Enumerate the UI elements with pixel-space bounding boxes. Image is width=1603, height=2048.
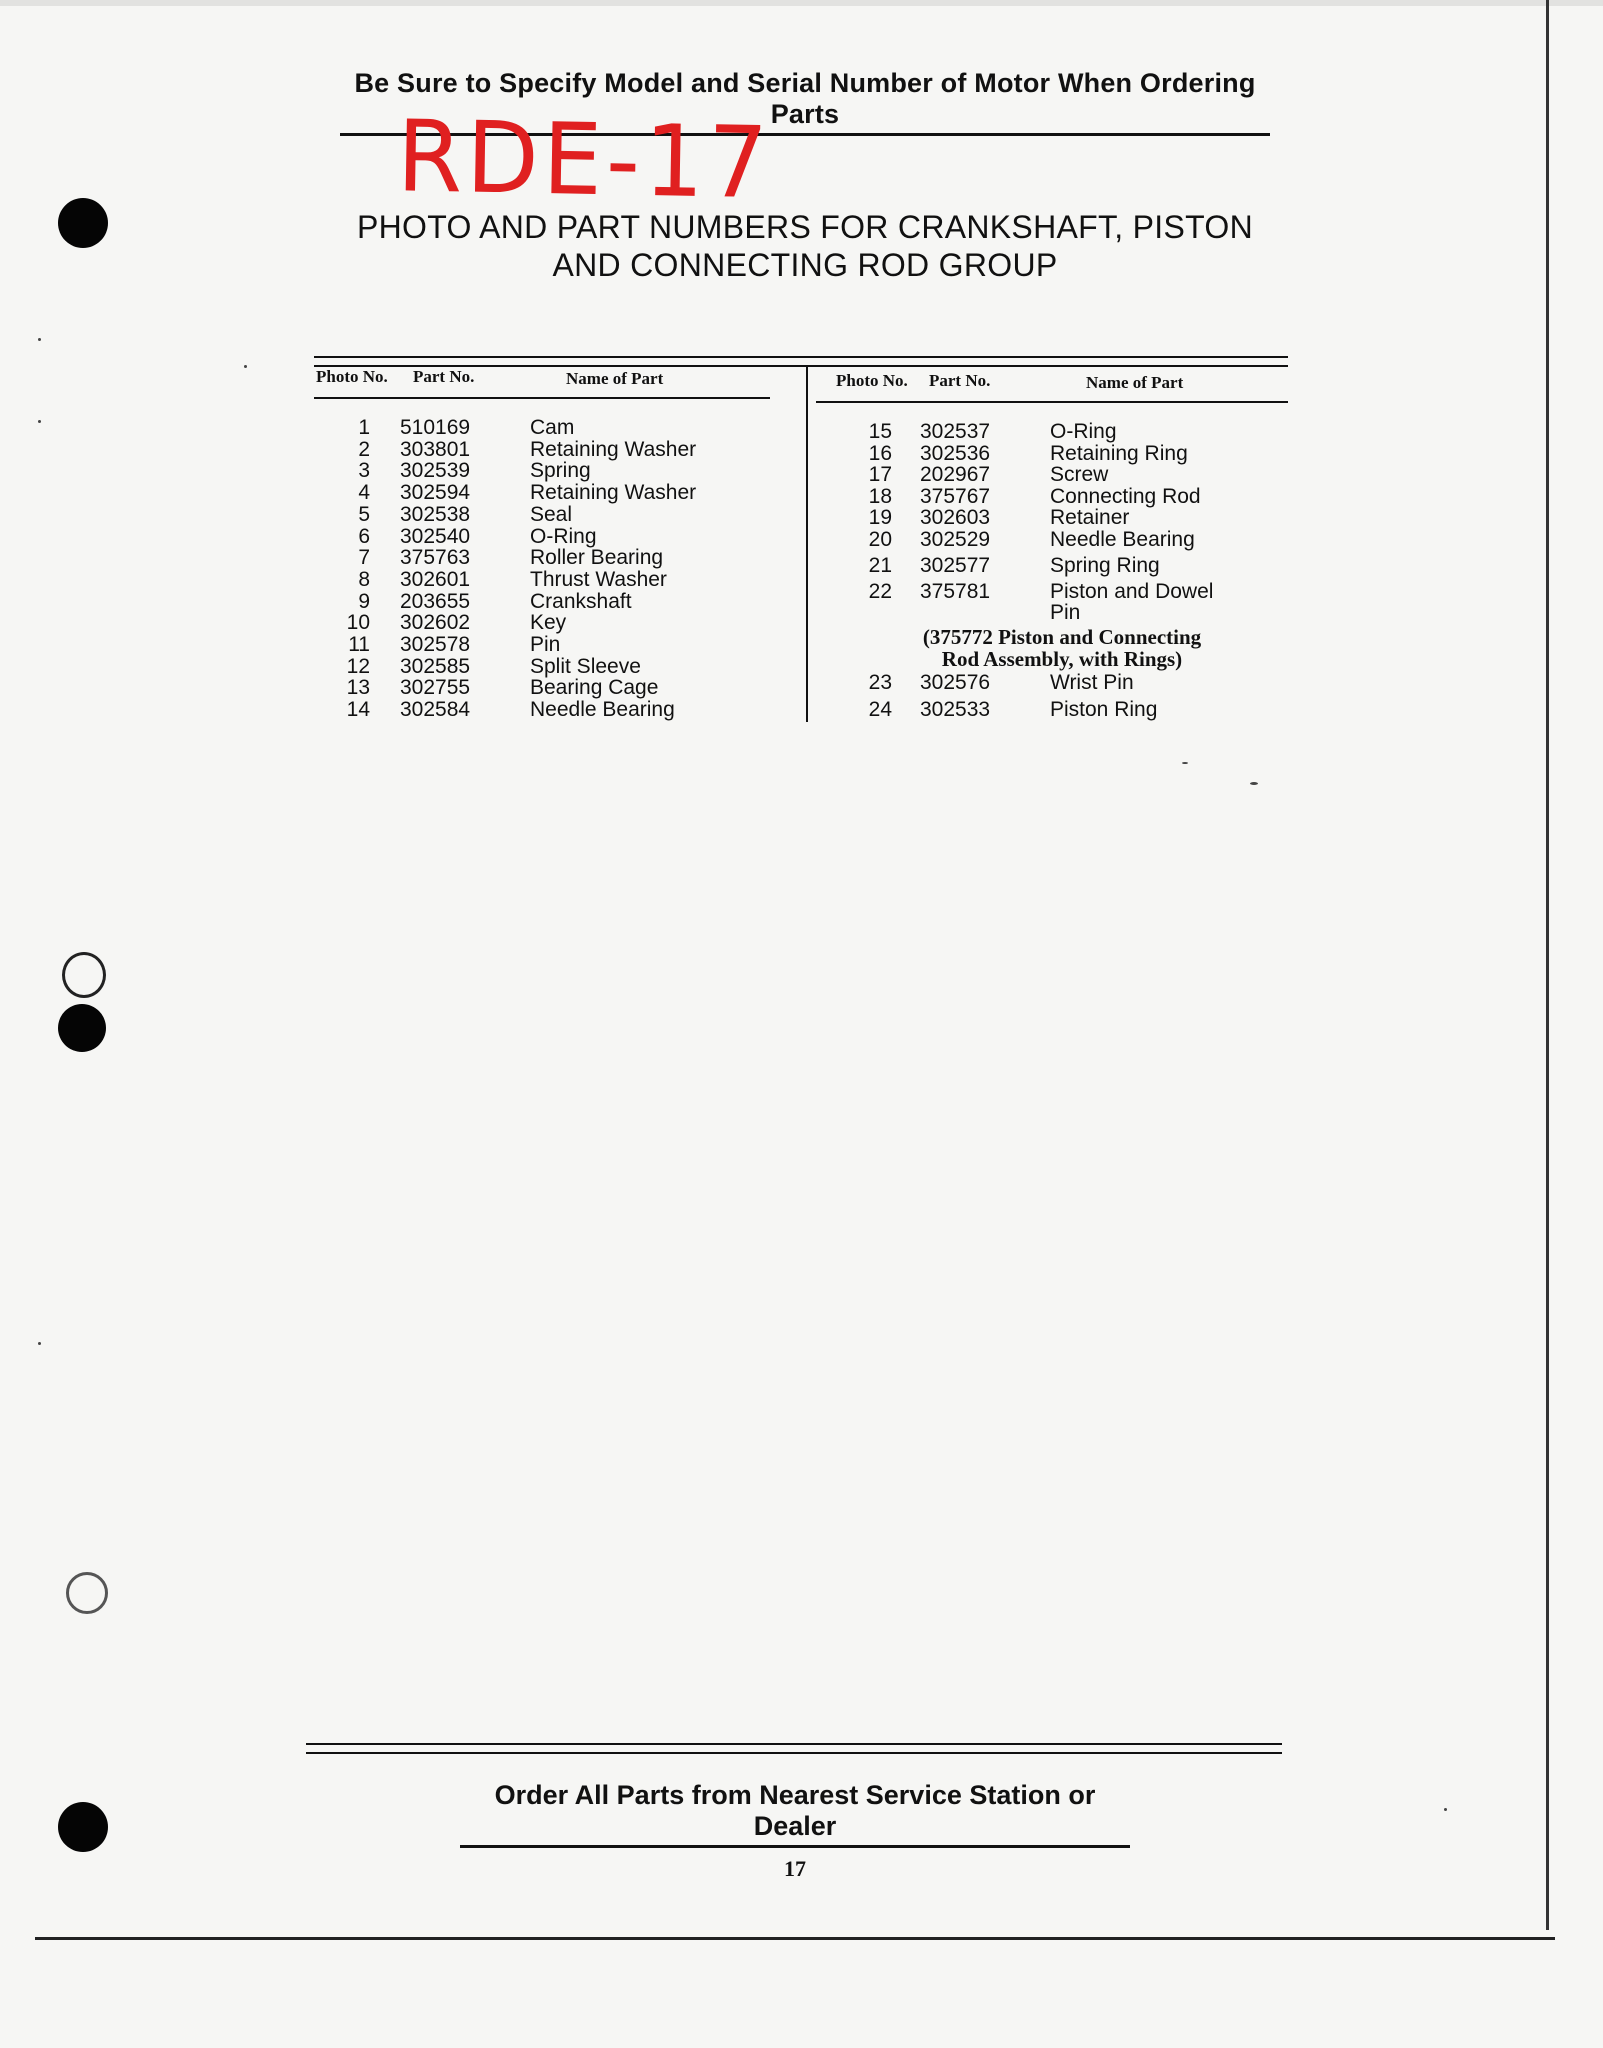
scan-top-shadow (0, 0, 1603, 6)
photo-number: 23 (868, 671, 892, 694)
part-number: 202967 (920, 463, 991, 486)
left-header-rule (314, 397, 770, 399)
part-number: 302603 (920, 506, 991, 529)
photo-number: 7 (358, 546, 370, 570)
part-number: 302585 (400, 654, 471, 678)
part-name: O-Ring (1050, 420, 1117, 443)
right-header-photo-no: Photo No. (836, 371, 908, 390)
part-number: 302540 (400, 524, 471, 548)
part-number: 302594 (400, 481, 471, 505)
table-top-rule (314, 356, 1288, 367)
part-name: Seal (530, 502, 573, 526)
assembly-note-line-2: Rod Assembly, with Rings) (941, 647, 1183, 671)
scan-speck (244, 365, 247, 368)
binder-hole-ring-bottom (66, 1572, 108, 1614)
part-name: Bearing Cage (530, 676, 659, 700)
photo-number: 14 (346, 698, 370, 722)
part-number: 510169 (400, 416, 471, 439)
part-number: 302602 (400, 611, 471, 635)
scan-bottom-edge (35, 1937, 1555, 1940)
part-number: 375781 (920, 580, 991, 603)
part-name: Cam (530, 416, 575, 439)
part-number: 302533 (920, 698, 991, 721)
part-name: Split Sleeve (530, 654, 641, 678)
part-number: 375763 (400, 546, 471, 570)
scan-right-edge (1546, 0, 1549, 1930)
header-note: Be Sure to Specify Model and Serial Number of Motor When Ordering Parts (340, 68, 1270, 136)
part-name: Key (530, 611, 567, 635)
part-number: 375767 (920, 485, 991, 508)
part-number: 303801 (400, 437, 471, 461)
part-number: 302577 (920, 554, 991, 577)
photo-number: 8 (358, 567, 370, 591)
photo-number: 6 (358, 524, 370, 548)
part-name: Crankshaft (530, 589, 632, 613)
photo-number: 21 (868, 554, 892, 577)
part-name: Screw (1050, 463, 1109, 486)
part-name: O-Ring (530, 524, 597, 548)
left-header-part-no: Part No. (413, 367, 475, 386)
photo-number: 9 (358, 589, 370, 613)
footer-note: Order All Parts from Nearest Service Station or Dealer (460, 1780, 1130, 1848)
right-header-rule (816, 401, 1288, 403)
binder-hole-middle (58, 1004, 106, 1052)
page-title (340, 208, 1270, 284)
scan-speck (38, 338, 41, 341)
right-header-part-no: Part No. (929, 371, 991, 390)
part-number: 302576 (920, 671, 991, 694)
part-number: 203655 (400, 589, 471, 613)
photo-number: 12 (346, 654, 370, 678)
part-number: 302538 (400, 502, 471, 526)
right-header-name: Name of Part (1086, 373, 1184, 392)
photo-number: 24 (868, 698, 892, 721)
part-name: Thrust Washer (530, 567, 667, 591)
photo-number: 18 (868, 485, 892, 508)
assembly-note-line-1: (375772 Piston and Connecting (922, 625, 1202, 649)
part-number: 302578 (400, 633, 471, 656)
photo-number: 13 (346, 676, 370, 700)
page-number: 17 (784, 1856, 806, 1881)
photo-number: 3 (358, 459, 370, 483)
photo-number: 5 (358, 502, 370, 526)
part-number: 302529 (920, 528, 991, 551)
binder-hole-ring-middle (62, 952, 106, 998)
part-name: Wrist Pin (1050, 671, 1134, 694)
part-name: Connecting Rod (1050, 485, 1201, 508)
part-name: Pin (530, 633, 561, 656)
scan-speck (1444, 1808, 1447, 1811)
part-name: Piston and Dowel (1050, 580, 1214, 603)
scan-speck (38, 1342, 41, 1345)
part-number: 302539 (400, 459, 471, 483)
scan-speck (38, 420, 41, 423)
photo-number: 11 (348, 633, 370, 656)
photo-number: 15 (868, 420, 892, 443)
part-number: 302755 (400, 676, 471, 700)
part-number: 302537 (920, 420, 991, 443)
part-name: Needle Bearing (530, 698, 675, 722)
column-divider (806, 366, 808, 722)
photo-number: 20 (868, 528, 892, 551)
part-name: Retaining Washer (530, 481, 697, 505)
footer-top-rule (306, 1743, 1282, 1754)
part-number: 302584 (400, 698, 471, 722)
photo-number: 2 (358, 437, 370, 461)
binder-hole-bottom (58, 1802, 108, 1852)
photo-number: 19 (868, 506, 892, 529)
part-name: Spring Ring (1050, 554, 1160, 577)
photo-number: 1 (358, 416, 370, 439)
scan-speck (1250, 782, 1258, 785)
part-name: Retaining Washer (530, 437, 697, 461)
photo-number: 22 (868, 580, 892, 603)
part-name: Retaining Ring (1050, 442, 1188, 465)
photo-number: 17 (868, 463, 892, 486)
photo-number: 4 (358, 481, 370, 505)
part-number: 302536 (920, 442, 991, 465)
part-name: Spring (530, 459, 591, 483)
part-name: Roller Bearing (530, 546, 664, 570)
photo-number: 10 (346, 611, 370, 635)
part-name: Retainer (1050, 506, 1130, 529)
part-name: Piston Ring (1050, 698, 1158, 721)
scan-speck (1182, 762, 1188, 764)
handwritten-model-label: RDE-17 (396, 100, 773, 222)
photo-number: 16 (868, 442, 892, 465)
title-line-2: AND CONNECTING ROD GROUP (552, 247, 1058, 283)
title-line-1: PHOTO AND PART NUMBERS FOR CRANKSHAFT, PISTON (356, 209, 1253, 245)
part-name-continued: Pin (1050, 601, 1081, 624)
part-name: Needle Bearing (1050, 528, 1195, 551)
part-number: 302601 (400, 567, 471, 591)
left-header-photo-no: Photo No. (316, 367, 388, 386)
binder-hole-top (58, 198, 108, 248)
left-header-name: Name of Part (566, 369, 664, 388)
